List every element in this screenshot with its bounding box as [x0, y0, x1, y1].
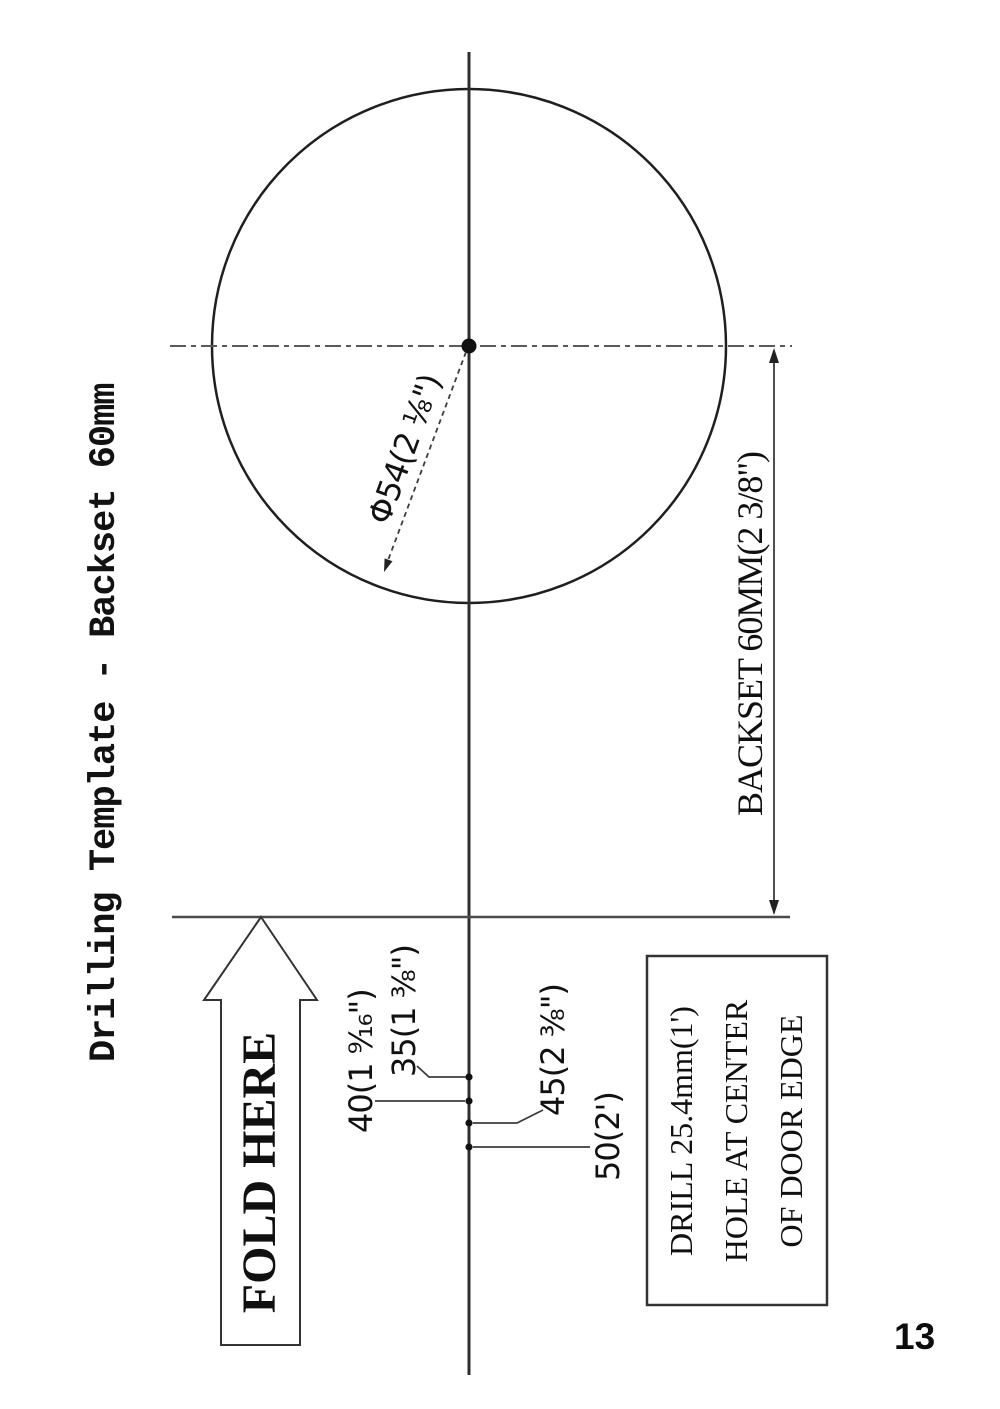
diameter-label: Φ54(2 ¹⁄₈")	[360, 369, 450, 529]
mark-point-40	[465, 1097, 472, 1104]
backset-label: BACKSET 60MM(2 3/8")	[730, 451, 770, 817]
drill-instruction-line-3: OF DOOR EDGE	[773, 1014, 809, 1248]
dimension-label-50: 50(2')	[589, 1092, 627, 1181]
page-number: 13	[894, 1316, 936, 1357]
mark-point-45	[465, 1119, 472, 1126]
drill-instruction-text	[654, 966, 822, 1296]
fold-here-label: FOLD HERE	[233, 1031, 286, 1314]
mark-point-50	[465, 1143, 472, 1150]
backset-arrowhead-top-icon	[769, 348, 779, 363]
diameter-arrowhead-icon	[384, 558, 393, 572]
drill-instruction-line-1: DRILL 25.4mm(1')	[663, 1006, 699, 1256]
backset-arrowhead-bottom-icon	[769, 900, 779, 915]
dimension-label-35: 35(1 ³⁄₈")	[385, 945, 423, 1077]
drill-instruction-line-2: HOLE AT CENTER	[718, 999, 754, 1263]
dimension-label-40: 40(1 ⁹⁄₁₆")	[342, 989, 380, 1133]
mark-point-35	[465, 1073, 472, 1080]
dimension-label-45: 45(2 ³⁄₈")	[534, 984, 572, 1116]
page-title: Drilling Template - Backset 60mm	[84, 383, 126, 1062]
